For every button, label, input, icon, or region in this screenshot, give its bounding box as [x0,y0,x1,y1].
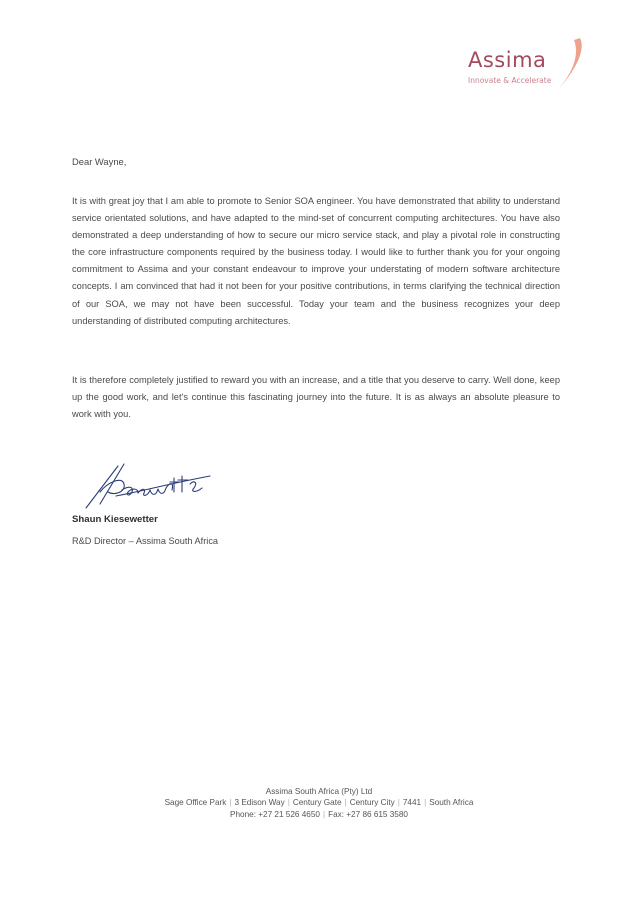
logo-brand-name: Assima [468,48,547,72]
footer-address-part: Century City [349,798,395,808]
footer-address: Sage Office Park | 3 Edison Way | Century Gate | Century City | 7441 | South Africa [164,798,474,808]
footer-address-part: 7441 [402,798,422,808]
letter-paragraph-1: It is with great joy that I am able to promote to Senior SOA engineer. You have demonstrated that ability to understand service orientated solutions, and have adapted to the mind-set of concurrent computing architectures. You have also demonstrated a deep understanding of how to secure our micro service stack, and play a pivotal role in constructing the core infrastructure components required by the business today. I would like to further thank you for your ongoing commitment to Assima and your constant endeavour to improve your understating of modern software architecture concepts. I am convinced that had it not been for your positive contributions, in terms clarifying the technical direction of our SOA, we may not have been successful. Today your team and the business recognizes your deep understanding of distributed computing architectures. [72,196,560,326]
letter-footer [0,786,638,820]
company-logo [462,36,592,96]
footer-address-part: Century Gate [292,798,342,808]
footer-address-part: 3 Edison Way [234,798,285,808]
footer-fax: Fax: +27 86 615 3580 [328,809,408,819]
footer-address-part: Sage Office Park [164,798,227,808]
footer-company: Assima South Africa (Pty) Ltd [265,787,373,796]
handwritten-signature [78,462,218,514]
footer-contact: Phone: +27 21 526 4650 | Fax: +27 86 615 3580 [230,809,408,819]
logo-swoosh-icon [550,36,586,96]
footer-address-part: South Africa [429,798,474,808]
footer-phone: Phone: +27 21 526 4650 [230,809,320,819]
signer-name: Shaun Kiesewetter [72,514,158,525]
salutation: Dear Wayne, [72,156,127,167]
letter-paragraph-2: It is therefore completely justified to reward you with an increase, and a title that you deserve to carry. Well done, keep up the good work, and let's continue this fascinating journey into the future. It is as always an absolute pleasure to work with you. [72,375,560,420]
signer-title: R&D Director – Assima South Africa [72,536,219,546]
logo-tagline: Innovate & Accelerate [468,76,552,85]
